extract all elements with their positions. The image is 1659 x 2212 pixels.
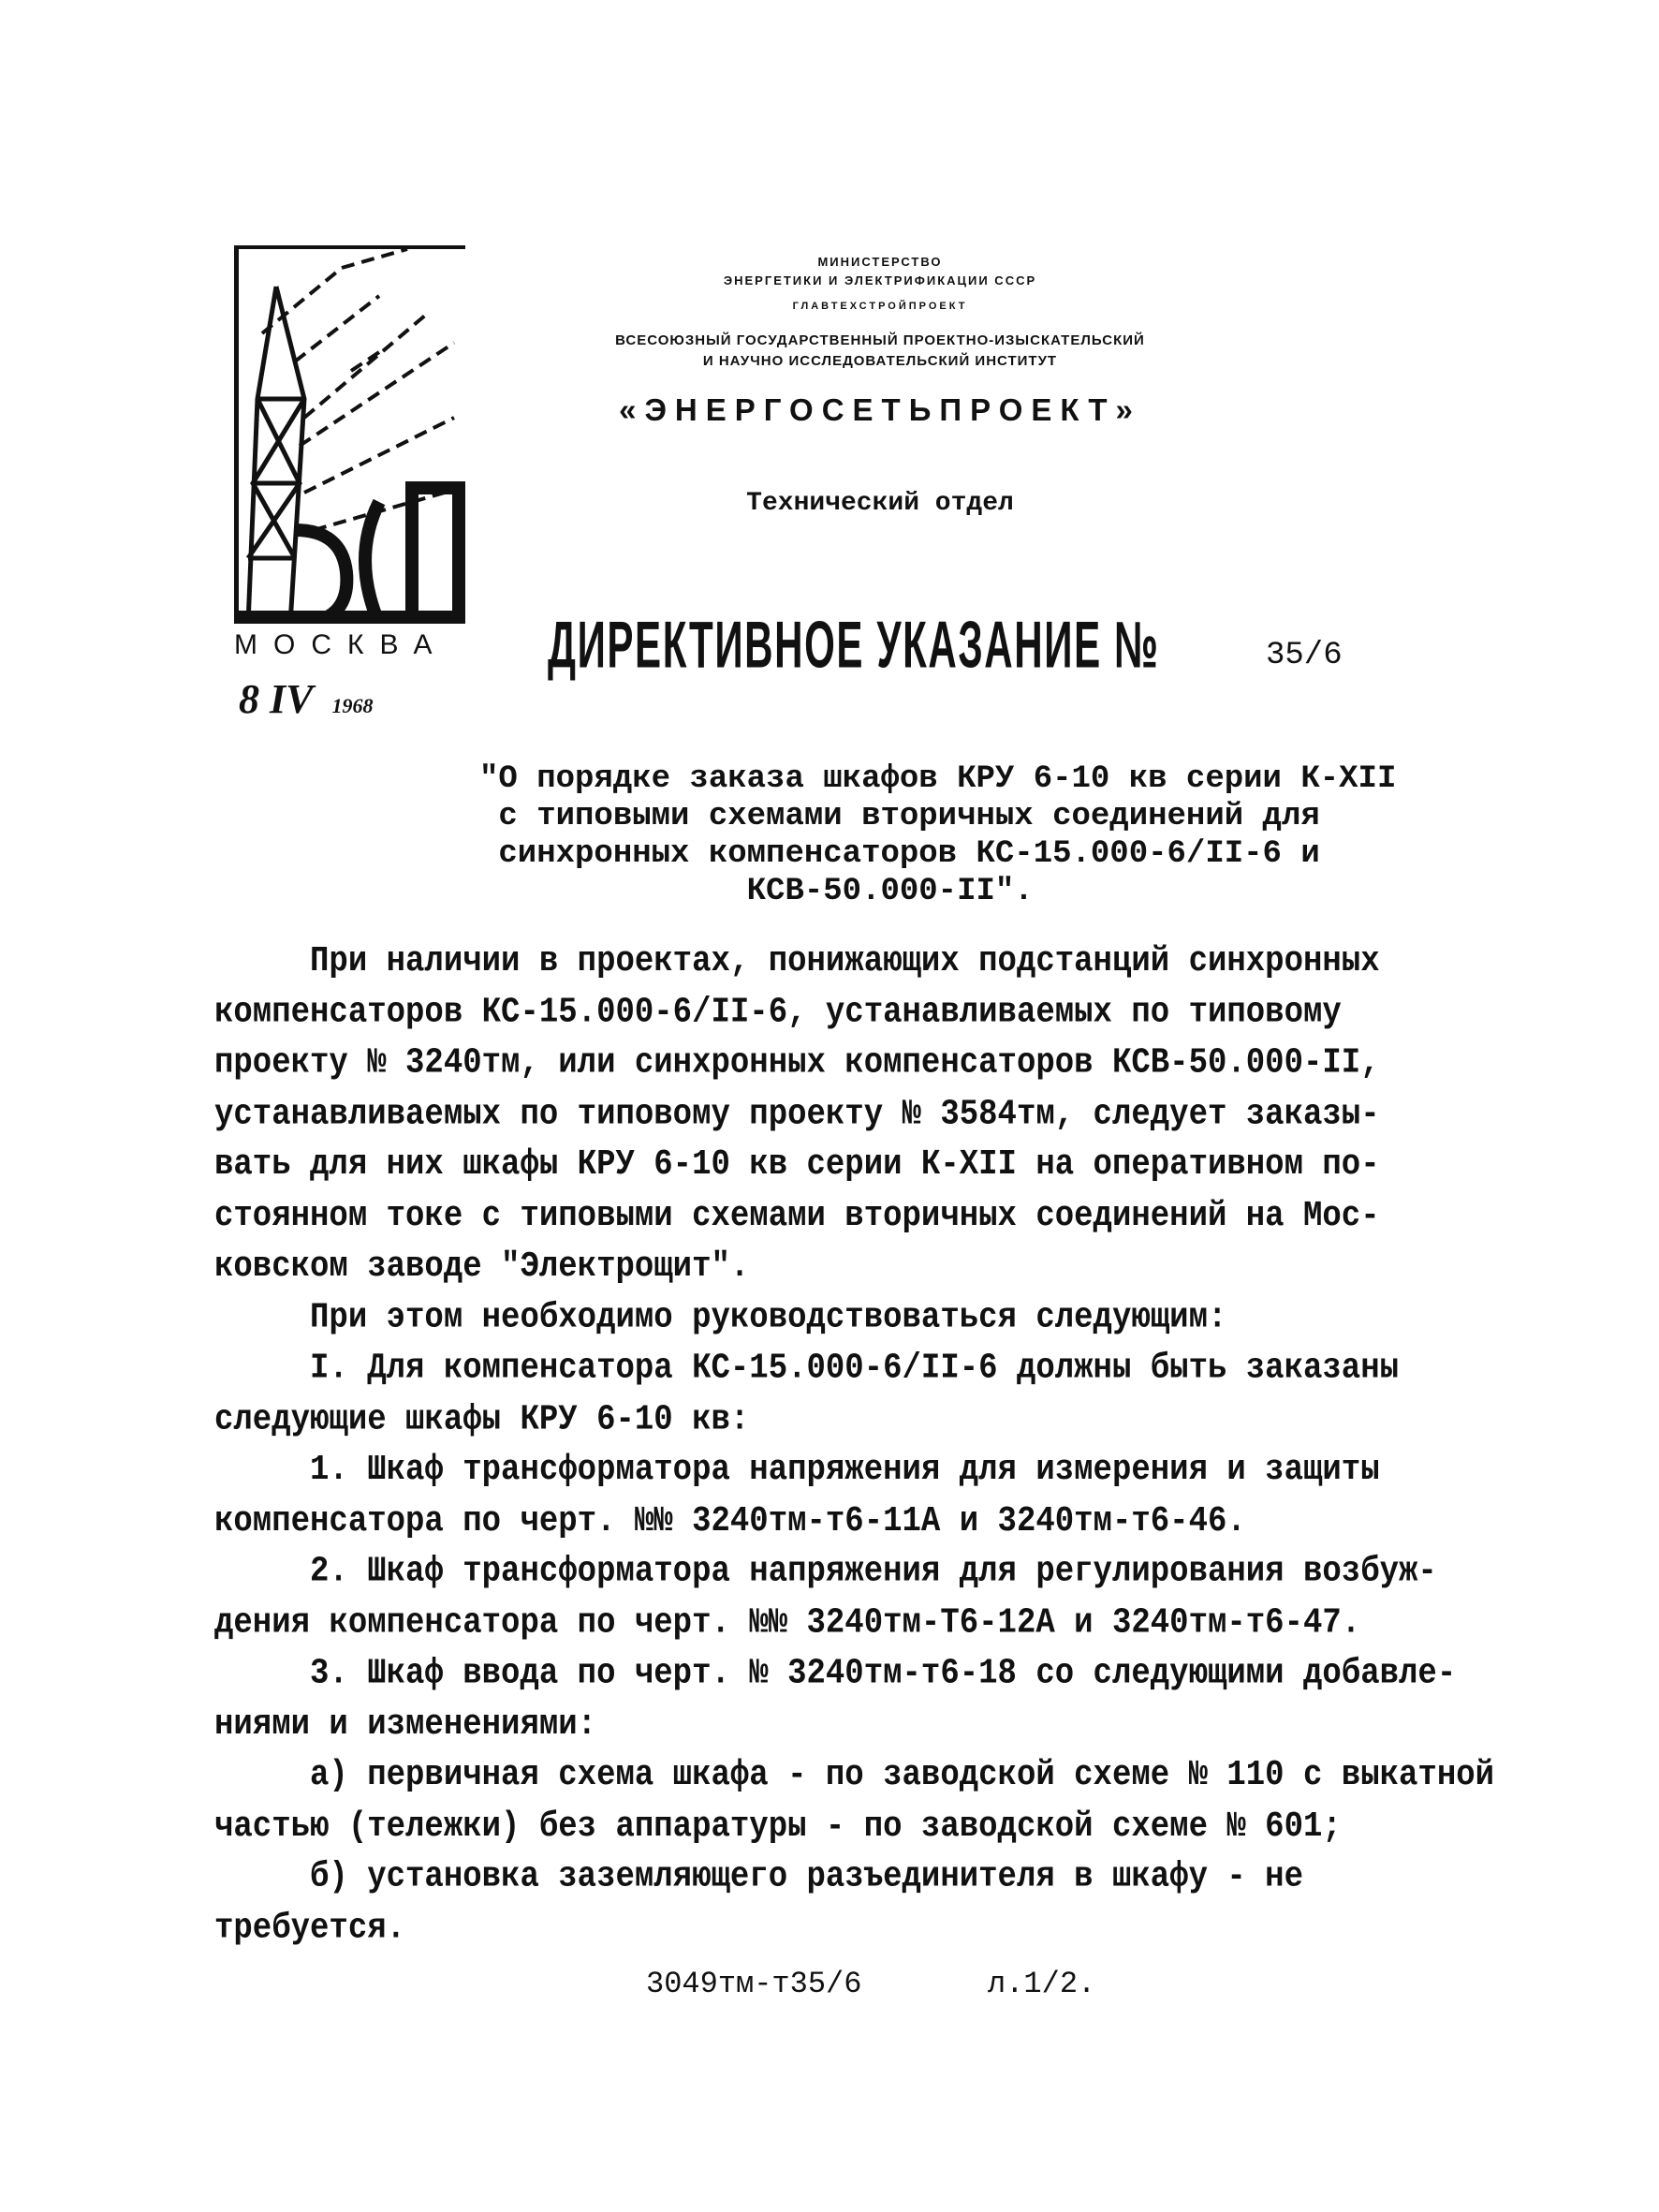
ministry-line-2: ЭНЕРГЕТИКИ И ЭЛЕКТРИФИКАЦИИ СССР [723, 273, 1037, 288]
subject-line: "О порядке заказа шкафов КРУ 6-10 кв серии К-XII [479, 761, 1397, 797]
body-line: проекту № 3240тм, или синхронных компенсаторов КСВ-50.000-II, [214, 1043, 1380, 1084]
institute-logo [234, 245, 465, 624]
body-line: При наличии в проектах, понижающих подстанций синхронных [214, 941, 1380, 982]
institute-line-2: И НАУЧНО ИССЛЕДОВАТЕЛЬСКИЙ ИНСТИТУТ [702, 353, 1058, 369]
body-line: вать для них шкафы КРУ 6-10 кв серии К-XII на оперативном по- [214, 1144, 1380, 1186]
document-body [214, 936, 1495, 1954]
city-label: МОСКВА [234, 629, 448, 660]
body-line: устанавливаемых по типовому проекту № 3584тм, следует заказы- [214, 1094, 1380, 1135]
body-line: б) установка заземляющего разъединителя в шкафу - не [214, 1857, 1303, 1897]
body-line: I. Для компенсатора КС-15.000-6/II-6 должны быть заказаны [214, 1349, 1400, 1389]
department-name: Технический отдел [746, 489, 1014, 518]
subject-line: синхронных компенсаторов КС-15.000-6/II-6 и [479, 836, 1320, 872]
institute-line-1: ВСЕСОЮЗНЫЙ ГОСУДАРСТВЕННЫЙ ПРОЕКТНО-ИЗЫСКАТЕЛЬСКИЙ [615, 332, 1145, 348]
body-line: ковском заводе "Электрощит". [214, 1246, 750, 1288]
document-title: ДИРЕКТИВНОЕ УКАЗАНИЕ № [548, 609, 1160, 682]
organization-name: «ЭНЕРГОСЕТЬПРОЕКТ» [619, 392, 1141, 427]
body-line: компенсатора по черт. №№ 3240тм-т6-11А и 3240тм-т6-46. [214, 1501, 1246, 1541]
date-day-month: 8 IV [239, 676, 314, 722]
body-line: 1. Шкаф трансформатора напряжения для измерения и защиты [214, 1450, 1380, 1491]
body-line: а) первичная схема шкафа - по заводской схеме № 110 с выкатной [214, 1755, 1495, 1796]
footer-code: 3049тм-т35/6 [646, 1967, 862, 2001]
body-line: При этом необходимо руководствоваться следующим: [214, 1297, 1227, 1338]
body-line: стоянном токе с типовыми схемами вторичных соединений на Мос- [214, 1196, 1380, 1236]
sheet-number: л.1/2. [988, 1967, 1096, 2001]
logo-divider [234, 611, 461, 624]
subject-line: с типовыми схемами вторичных соединений для [479, 799, 1320, 834]
date-year: 1968 [331, 694, 374, 717]
body-line: частью (тележки) без аппаратуры - по заводской схеме № 601; [214, 1806, 1342, 1847]
body-line: следующие шкафы КРУ 6-10 кв: [214, 1399, 750, 1440]
body-line: ниями и изменениями: [214, 1704, 597, 1745]
body-line: 2. Шкаф трансформатора напряжения для регулирования возбуж- [214, 1552, 1437, 1592]
body-line: компенсаторов КС-15.000-6/II-6, устанавливаемых по типовому [214, 992, 1342, 1033]
document-number: 35/6 [1266, 638, 1343, 673]
power-tower-logo-icon [239, 249, 465, 624]
body-line: требуется. [214, 1908, 406, 1949]
subject-line: КСВ-50.000-II". [479, 874, 1034, 909]
document-date [239, 676, 373, 730]
document-subject [479, 760, 1396, 910]
body-line: дения компенсатора по черт. №№ 3240тм-Т6-12А и 3240тм-т6-47. [214, 1602, 1361, 1644]
body-line: 3. Шкаф ввода по черт. № 3240тм-т6-18 со следующими добавле- [214, 1654, 1457, 1694]
glav-line: ГЛАВТЕХСТРОЙПРОЕКТ [792, 301, 968, 312]
ministry-line-1: МИНИСТЕРСТВО [817, 255, 943, 269]
